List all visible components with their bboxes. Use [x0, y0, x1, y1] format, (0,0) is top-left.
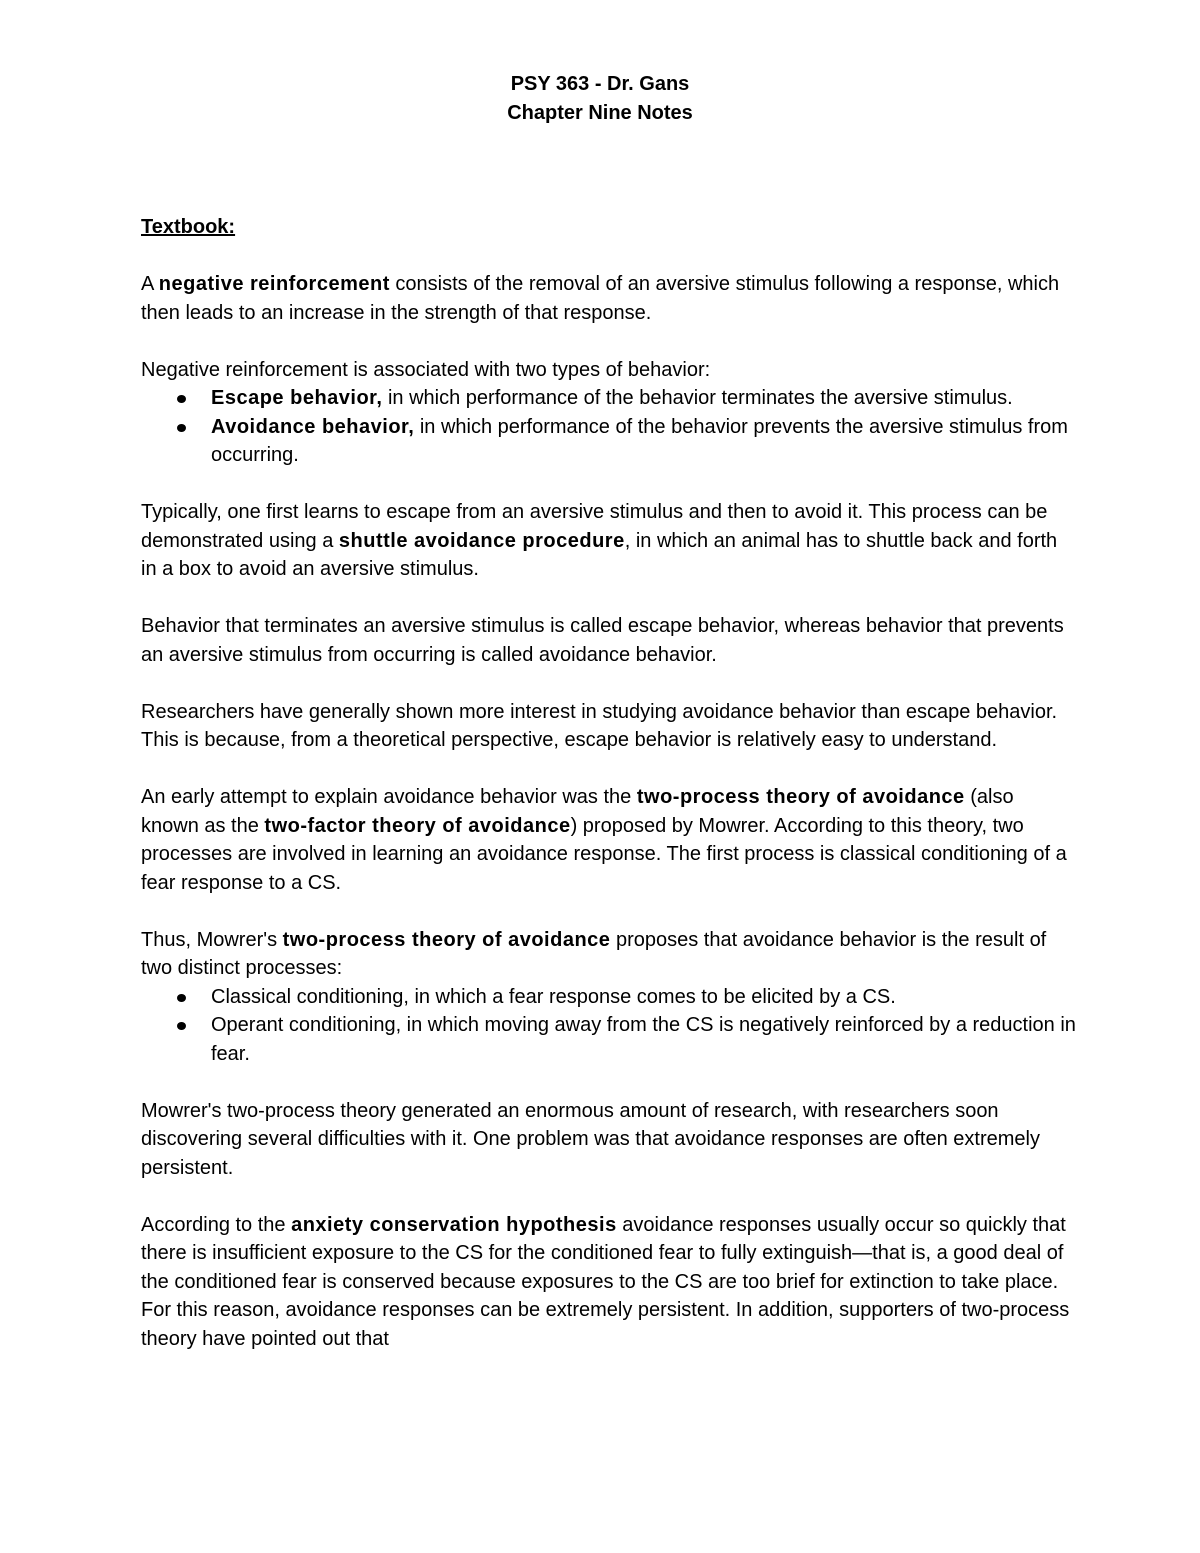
document-header: [0, 70, 1200, 128]
key-term: shuttle avoidance procedure: [338, 529, 625, 552]
text-run: consists of the removal of an aversive stimulus following a response, which then leads to an increase in the strength of that response.: [141, 273, 1060, 324]
paragraph-negative-reinforcement: [141, 270, 1076, 327]
bullet-icon: [177, 994, 186, 1002]
paragraph-behavior-types-intro: Negative reinforcement is associated with two types of behavior:: [141, 358, 711, 381]
list-item: [211, 413, 1076, 470]
key-term: two-process theory of avoidance: [282, 928, 611, 951]
text-run: A: [141, 273, 159, 295]
bullet-list-behavior-types: [141, 384, 1076, 470]
text-run: According to the: [141, 1213, 292, 1236]
key-term: two-factor theory of avoidance: [264, 814, 571, 837]
bullet-icon: [177, 395, 186, 403]
document-body: [141, 213, 1076, 1382]
paragraph-anxiety-conservation: [141, 1211, 1076, 1354]
key-term: two-process theory of avoidance: [636, 786, 965, 808]
text-run: Operant conditioning, in which moving away from the CS is negatively reinforced by a reduction in fear.: [211, 1014, 1076, 1065]
list-item: [211, 1011, 1076, 1068]
paragraph-research-difficulties: Mowrer's two-process theory generated an enormous amount of research, with researchers soon discovering several difficulties with it. One problem was that avoidance responses are often extremely persistent.: [141, 1099, 1040, 1179]
text-run: (also known as the: [141, 786, 1014, 837]
list-item: [211, 983, 1076, 1012]
course-title: PSY 363 - Dr. Gans: [510, 73, 690, 95]
paragraph-shuttle-avoidance: [141, 498, 1076, 584]
key-term: negative reinforcement: [158, 273, 390, 295]
text-run: proposes that avoidance behavior is the result of two distinct processes:: [141, 928, 1047, 979]
key-term: Escape behavior,: [211, 387, 383, 409]
bullet-list-two-processes: [141, 983, 1076, 1069]
paragraph-mowrer-processes: [141, 926, 1076, 983]
text-run: , in which an animal has to shuttle back and forth in a box to avoid an aversive stimulus.: [141, 529, 1058, 580]
paragraph-escape-vs-avoidance: Behavior that terminates an aversive stimulus is called escape behavior, whereas behavior that prevents an aversive stimulus from occurring is called avoidance behavior.: [141, 615, 1064, 666]
key-term: Avoidance behavior,: [211, 415, 415, 438]
text-run: avoidance responses usually occur so quickly that there is insufficient exposure to the CS for the conditioned fear to fully extinguish—that is, a good deal of the conditioned fear is conserved because exposures to the CS are too brief for extinction to take place. For this reason, avoidance responses can be extremely persistent. In addition, supporters of two-process theory have pointed out that: [141, 1213, 1070, 1350]
bullet-icon: [177, 424, 186, 432]
key-term: anxiety conservation hypothesis: [291, 1213, 617, 1236]
text-run: Typically, one first learns to escape from an aversive stimulus and then to avoid it. This process can be demonstrated using a: [141, 501, 1048, 552]
text-run: Classical conditioning, in which a fear response comes to be elicited by a CS.: [211, 985, 896, 1008]
bullet-icon: [177, 1022, 186, 1030]
paragraph-two-process-theory: [141, 783, 1076, 897]
chapter-title: Chapter Nine Notes: [507, 102, 693, 124]
text-run: in which performance of the behavior prevents the aversive stimulus from occurring.: [211, 415, 1068, 466]
list-item: [211, 384, 1076, 413]
text-run: in which performance of the behavior terminates the aversive stimulus.: [382, 387, 1013, 409]
text-run: Thus, Mowrer's: [141, 928, 283, 951]
text-run: An early attempt to explain avoidance behavior was the: [141, 786, 637, 808]
section-heading-textbook: Textbook:: [141, 216, 236, 238]
paragraph-research-interest: Researchers have generally shown more interest in studying avoidance behavior than escape behavior. This is because, from a theoretical perspective, escape behavior is relatively easy to understand.: [141, 700, 1058, 751]
text-run: ) proposed by Mowrer. According to this theory, two processes are involved in learning an avoidance response. The first process is classical conditioning of a fear response to a CS.: [141, 814, 1067, 894]
